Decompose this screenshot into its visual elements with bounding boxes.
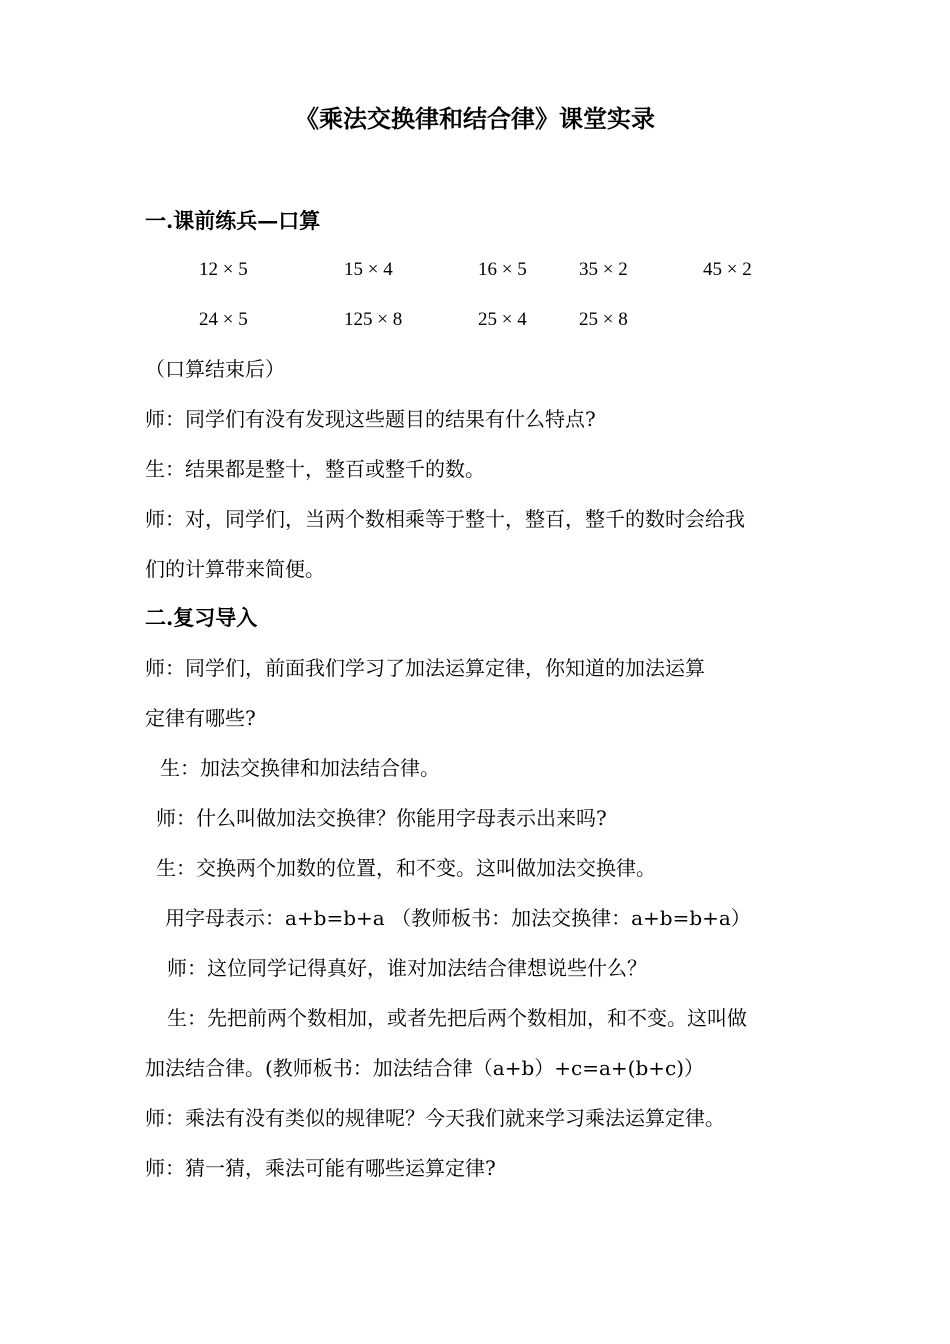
paragraph-line: 加法结合律。(教师板书：加法结合律（a+b）+c=a+(b+c)）: [145, 1056, 705, 1080]
paragraph-line: 师：同学们有没有发现这些题目的结果有什么特点?: [145, 407, 596, 431]
calc-item: 125 × 8: [344, 309, 403, 330]
section-heading-review: 二.复习导入: [145, 605, 258, 630]
paragraph-line: 师：什么叫做加法交换律？你能用字母表示出来吗?: [156, 806, 607, 830]
paragraph-line: 师：乘法有没有类似的规律呢？今天我们就来学习乘法运算定律。: [145, 1106, 725, 1130]
calc-item: 24 × 5: [199, 309, 248, 330]
paragraph-line: 定律有哪些?: [145, 706, 256, 730]
paragraph-line: 生：结果都是整十，整百或整千的数。: [145, 457, 485, 481]
document-title: 《乘法交换律和结合律》课堂实录: [295, 104, 655, 133]
paragraph-line: （口算结束后）: [145, 357, 285, 381]
paragraph-line: 师：这位同学记得真好，谁对加法结合律想说些什么？: [167, 956, 647, 980]
paragraph-line: 们的计算带来简便。: [145, 557, 325, 581]
calc-item: 35 × 2: [579, 259, 628, 280]
paragraph-line: 师：同学们，前面我们学习了加法运算定律，你知道的加法运算: [145, 656, 705, 680]
paragraph-line: 生：先把前两个数相加，或者先把后两个数相加，和不变。这叫做: [167, 1006, 747, 1030]
paragraph-line: 用字母表示：a+b=b+a （教师板书：加法交换律：a+b=b+a）: [165, 906, 751, 930]
calc-item: 25 × 4: [478, 309, 527, 330]
calc-item: 15 × 4: [344, 259, 393, 280]
calc-item: 45 × 2: [703, 259, 752, 280]
paragraph-line: 生：加法交换律和加法结合律。: [160, 756, 440, 780]
section-heading-warmup: 一.课前练兵—口算: [145, 208, 321, 233]
calc-item: 12 × 5: [199, 259, 248, 280]
paragraph-line: 师：对，同学们，当两个数相乘等于整十，整百，整千的数时会给我: [145, 507, 745, 531]
calc-item: 25 × 8: [579, 309, 628, 330]
calc-item: 16 × 5: [478, 259, 527, 280]
paragraph-line: 师：猜一猜，乘法可能有哪些运算定律?: [145, 1156, 496, 1180]
paragraph-line: 生：交换两个加数的位置，和不变。这叫做加法交换律。: [156, 856, 656, 880]
